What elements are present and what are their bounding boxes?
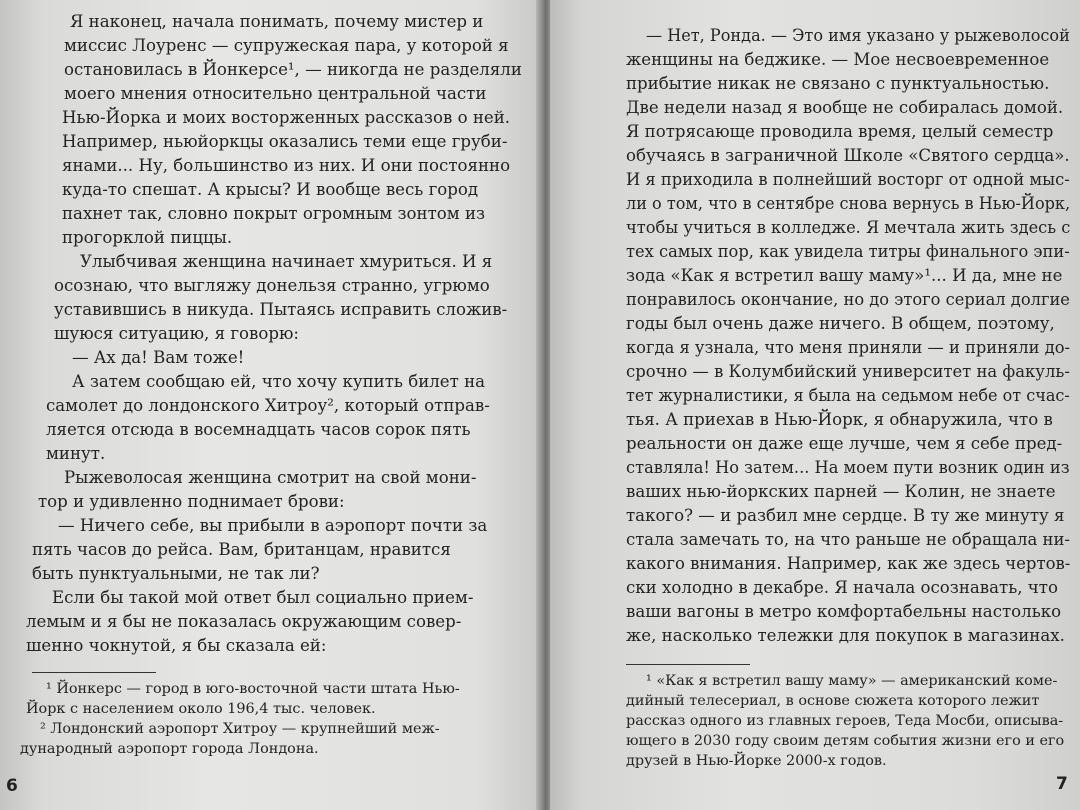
text-line: янами... Ну, большинство из них. И они постоянно <box>62 156 511 175</box>
footnote-line: ¹ «Как я встретил вашу маму» — американский коме- <box>646 673 1058 689</box>
text-line: тех самых пор, как увидела титры финального эпи- <box>626 242 1070 261</box>
text-line: Рыжеволосая женщина смотрит на свой мони- <box>64 468 477 487</box>
text-line: ваших нью-йоркских парней — Колин, не знаете <box>626 482 1056 501</box>
text-line: Если бы такой мой ответ был социально прием- <box>52 588 474 607</box>
text-line: минут. <box>46 444 106 463</box>
right-page <box>550 0 1080 810</box>
text-line: ваши вагоны в метро комфортабельны настолько <box>626 602 1062 621</box>
text-line: прогорклой пиццы. <box>62 228 233 247</box>
text-line: пять часов до рейса. Вам, британцам, нравится <box>32 540 451 559</box>
text-line: шуюся ситуацию, я говорю: <box>54 324 300 343</box>
text-line: пахнет так, словно покрыт огромным зонтом из <box>62 204 486 223</box>
text-line: Две недели назад я вообще не собиралась домой. <box>626 98 1064 117</box>
text-line: А затем сообщаю ей, что хочу купить билет на <box>72 372 486 391</box>
footnote-line: рассказ одного из главных героев, Теда Мосби, описыва- <box>626 713 1064 729</box>
text-line: тья. А приехав в Нью-Йорк, я обнаружила, что в <box>626 410 1053 429</box>
text-line: ставляла! Но затем... На моем пути возник один из <box>626 458 1070 477</box>
text-line: — Ничего себе, вы прибыли в аэропорт почти за <box>58 516 488 535</box>
footnote-divider <box>32 672 156 673</box>
text-line: миссис Лоуренс — супружеская пара, у которой я <box>64 36 509 55</box>
footnote-line: ¹ Йонкерс — город в юго-восточной части штата Нью- <box>46 681 460 697</box>
page-number-right: 7 <box>1056 774 1068 794</box>
page-number-left: 6 <box>6 776 18 796</box>
text-line: — Ах да! Вам тоже! <box>72 348 245 367</box>
text-line: тор и удивленно поднимает брови: <box>38 492 345 511</box>
text-line: Я наконец, начала понимать, почему мистер и <box>70 12 484 31</box>
text-line: остановилась в Йонкерсе¹, — никогда не разделяли <box>64 60 522 79</box>
text-line: самолет до лондонского Хитроу², который отправ- <box>46 396 490 415</box>
footnote-divider <box>626 664 750 665</box>
text-line: какого внимания. Например, как же здесь чертов- <box>626 554 1071 573</box>
text-line: моего мнения относительно центральной части <box>64 84 487 103</box>
text-line: такого? — и разбил мне сердце. В ту же минуту я <box>626 506 1065 525</box>
footnote-line: Йорк с населением около 196,4 тыс. человек. <box>26 701 376 717</box>
text-line: реальности он даже еще лучше, чем я себе пред- <box>626 434 1063 453</box>
text-line: ляется отсюда в восемнадцать часов сорок пять <box>46 420 471 439</box>
text-line: женщины на беджике. — Мое несвоевременное <box>626 50 1050 69</box>
footnote-line: друзей в Нью-Йорке 2000-х годов. <box>626 753 887 769</box>
text-line: срочно — в Колумбийский университет на факуль- <box>626 362 1070 381</box>
text-line: — Нет, Ронда. — Это имя указано у рыжеволосой <box>646 26 1070 45</box>
text-line: уставившись в никуда. Пытаясь исправить сложив- <box>54 300 508 319</box>
footnote-line: дийный телесериал, в основе сюжета которого лежит <box>626 693 1040 709</box>
footnote-line: ющего в 2030 году своим детям события жизни его и его <box>626 733 1065 749</box>
text-line: стала замечать то, на что раньше не обращала ни- <box>626 530 1070 549</box>
text-line: прибытие никак не связано с пунктуальностью. <box>626 74 1050 93</box>
text-line: ски холодно в декабре. Я начала осознавать, что <box>626 578 1058 597</box>
text-line: Я потрясающе проводила время, целый семестр <box>626 122 1054 141</box>
text-line: осознаю, что выгляжу донельзя странно, угрюмо <box>54 276 490 295</box>
text-line: быть пунктуальными, не так ли? <box>32 564 320 583</box>
text-line: годы был очень даже ничего. В общем, поэтому, <box>626 314 1055 333</box>
text-line: лемым и я бы не показалась окружающим совер- <box>26 612 462 631</box>
text-line: Например, ньюйоркцы оказались теми еще груби- <box>62 132 508 151</box>
text-line: понравилось окончание, но до этого сериал долгие <box>626 290 1070 309</box>
text-line: когда я узнала, что меня приняли — и приняли до- <box>626 338 1071 357</box>
text-line: зода «Как я встретил вашу маму»¹... И да, мне не <box>626 266 1063 285</box>
text-line: обучаясь в заграничной Школе «Святого сердца». <box>626 146 1070 165</box>
text-line: И я приходила в полнейший восторг от одной мыс- <box>626 170 1070 189</box>
text-line: тет журналистики, я была на седьмом небе от счас- <box>626 386 1070 405</box>
text-line: Нью-Йорка и моих восторженных рассказов о ней. <box>62 108 511 127</box>
text-line: Улыбчивая женщина начинает хмуриться. И я <box>80 252 493 271</box>
text-line: ли о том, что в сентябре снова вернусь в Нью-Йорк, <box>626 194 1071 213</box>
footnote-line: дународный аэропорт города Лондона. <box>20 741 319 757</box>
footnote-line: ² Лондонский аэропорт Хитроу — крупнейший меж- <box>40 721 440 737</box>
text-line: же, насколько тележки для покупок в магазинах. <box>626 626 1065 645</box>
text-line: куда-то спешат. А крысы? И вообще весь город <box>62 180 479 199</box>
text-line: чтобы учиться в колледже. Я мечтала жить здесь с <box>626 218 1071 237</box>
text-line: шенно чокнутой, я бы сказала ей: <box>26 636 327 655</box>
